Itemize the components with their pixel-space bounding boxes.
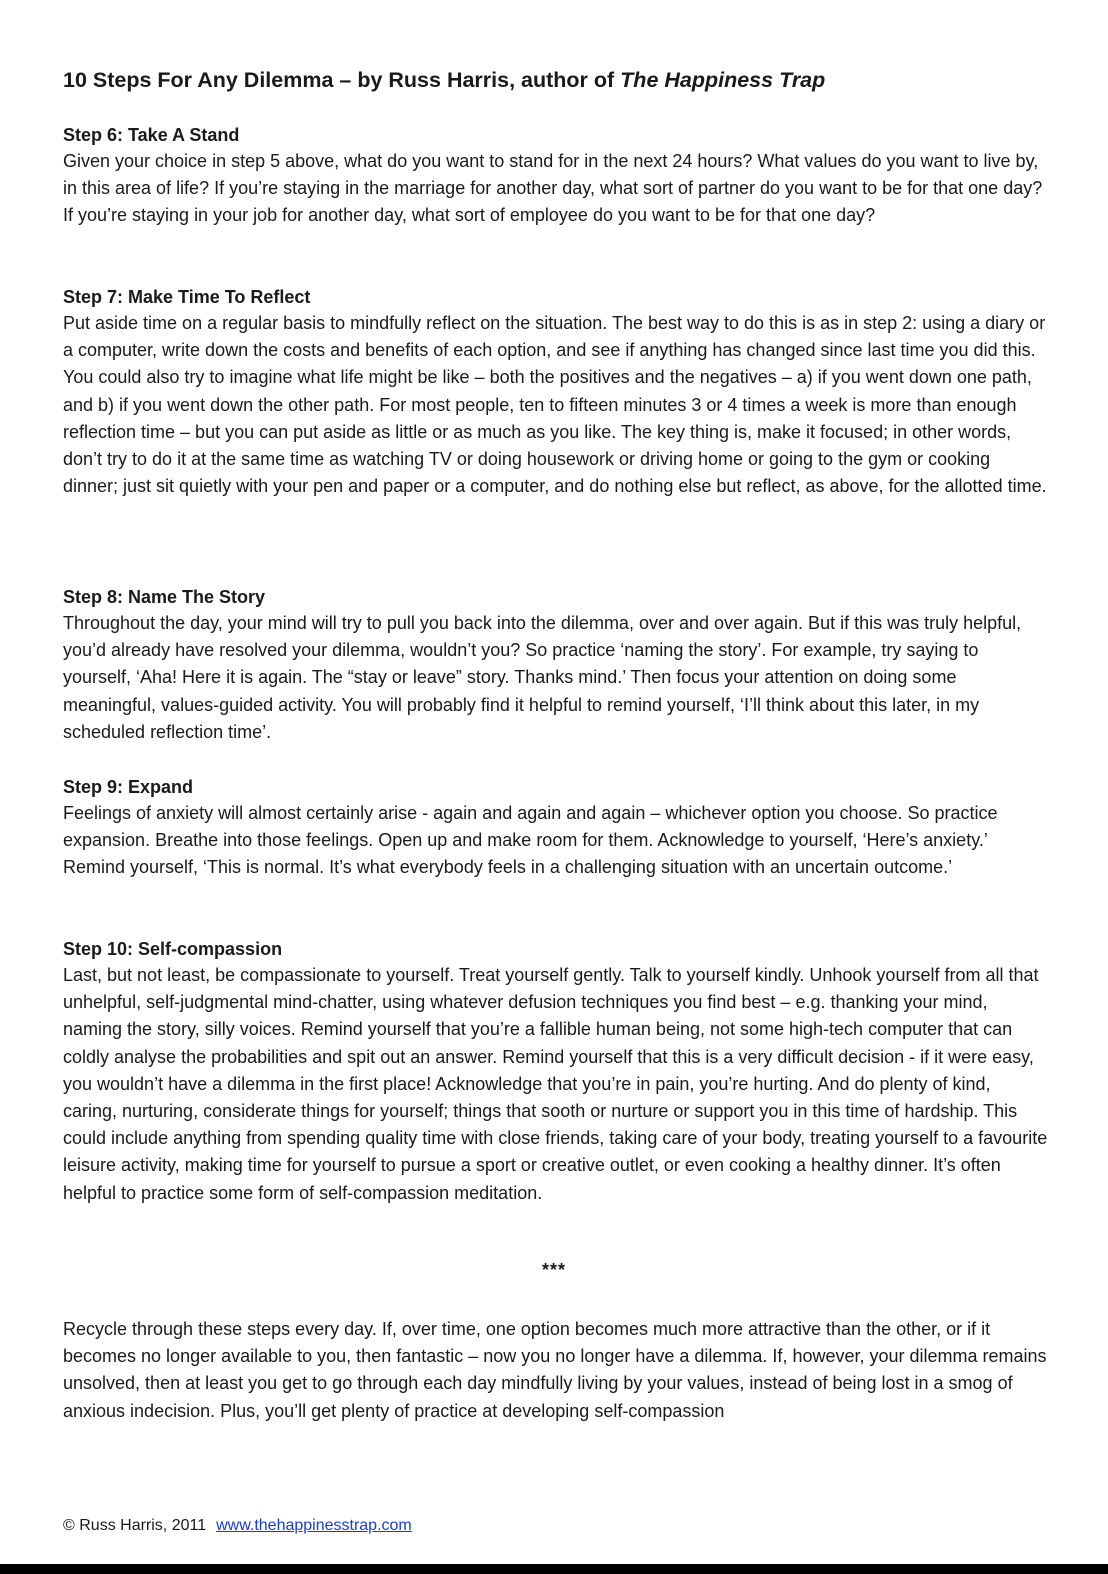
step-6-heading: Step 6: Take A Stand [63,125,240,145]
step-10-heading: Step 10: Self-compassion [63,939,283,959]
page-footer [63,1515,412,1537]
step-7-section [63,284,1048,500]
website-link[interactable]: www.thehappinesstrap.com [216,1517,412,1534]
step-9-heading: Step 9: Expand [63,777,194,797]
step-10-body: Last, but not least, be compassionate to yourself. Treat yourself gently. Talk to yourself kindly. Unhook yourself from all that unhelpful, self-judgmental mind-chatter, using whatever defusion techniques you find best – e.g. thanking your mind, naming the story, silly voices. Remind yourself that you’re a fallible human being, not some high-tech computer that can coldly analyse the probabilities and spit out an answer. Remind yourself that this is a very difficult decision - if it were easy, you wouldn’t have a dilemma in the first place! Acknowledge that you’re in pain, you’re hurting. And do plenty of kind, caring, nurturing, considerate things for yourself; things that sooth or nurture or support you in this time of hardship. This could include anything from spending quality time with close friends, taking care of your body, treating yourself to a favourite leisure activity, making time for yourself to pursue a sport or creative outlet, or even cooking a healthy dinner. It’s often helpful to practice some form of self-compassion meditation. [63,965,1048,1203]
step-9-section [63,774,1048,882]
step-8-body: Throughout the day, your mind will try to pull you back into the dilemma, over and over again. But if this was truly helpful, you’d already have resolved your dilemma, wouldn’t you? So practice ‘naming the story’. For example, try saying to yourself, ‘Aha! Here it is again. The “stay or leave” story. Thanks mind.’ Then focus your attention on doing some meaningful, values-guided activity. You will probably find it helpful to remind yourself, ‘I’ll think about this later, in my scheduled reflection time’. [63,613,1022,742]
step-7-body: Put aside time on a regular basis to mindfully reflect on the situation. The best way to do this is as in step 2: using a diary or a computer, write down the costs and benefits of each option, and see if anything has changed since last time you did this. You could also try to imagine what life might be like – both the positives and the negatives – a) if you went down one path, and b) if you went down the other path. For most people, ten to fifteen minutes 3 or 4 times a week is more than enough reflection time – but you can put aside as little or as much as you like. The key thing is, make it focused; in other words, don’t try to do it at the same time as watching TV or doing housework or driving home or going to the gym or cooking dinner; just sit quietly with your pen and paper or a computer, and do nothing else but reflect, as above, for the allotted time. [63,313,1047,497]
step-6-body: Given your choice in step 5 above, what do you want to stand for in the next 24 hours? What values do you want to live by, in this area of life? If you’re staying in the marriage for another day, what sort of partner do you want to be for that one day? If you’re staying in your job for another day, what sort of employee do you want to be for that one day? [63,151,1043,226]
title-main-text: 10 Steps For Any Dilemma – by Russ Harris, author of [63,68,621,92]
step-8-section [63,584,1048,746]
step-8-heading: Step 8: Name The Story [63,587,266,607]
step-10-section [63,936,1048,1207]
step-7-heading: Step 7: Make Time To Reflect [63,287,311,307]
book-title: The Happiness Trap [620,68,826,92]
closing-paragraph: Recycle through these steps every day. If, over time, one option becomes much more attractive than the other, or if it becomes no longer available to you, then fantastic – now you no longer have a dilemma. If, however, your dilemma remains unsolved, then at least you get to go through each day mindfully living by your values, instead of being lost in a smog of anxious indecision. Plus, you’ll get plenty of practice at developing self-compassion [63,1319,1047,1421]
step-9-body: Feelings of anxiety will almost certainly arise - again and again and again – whichever option you choose. So practice expansion. Breathe into those feelings. Open up and make room for them. Acknowledge to yourself, ‘Here’s anxiety.’ Remind yourself, ‘This is normal. It’s what everybody feels in a challenging situation with an uncertain outcome.’ [63,803,998,878]
document-title [63,66,1053,94]
step-6-section [63,122,1048,230]
page-bottom-edge [0,1564,1108,1574]
section-divider: *** [541,1260,566,1280]
copyright-notice: © Russ Harris, 2011 [63,1517,207,1534]
